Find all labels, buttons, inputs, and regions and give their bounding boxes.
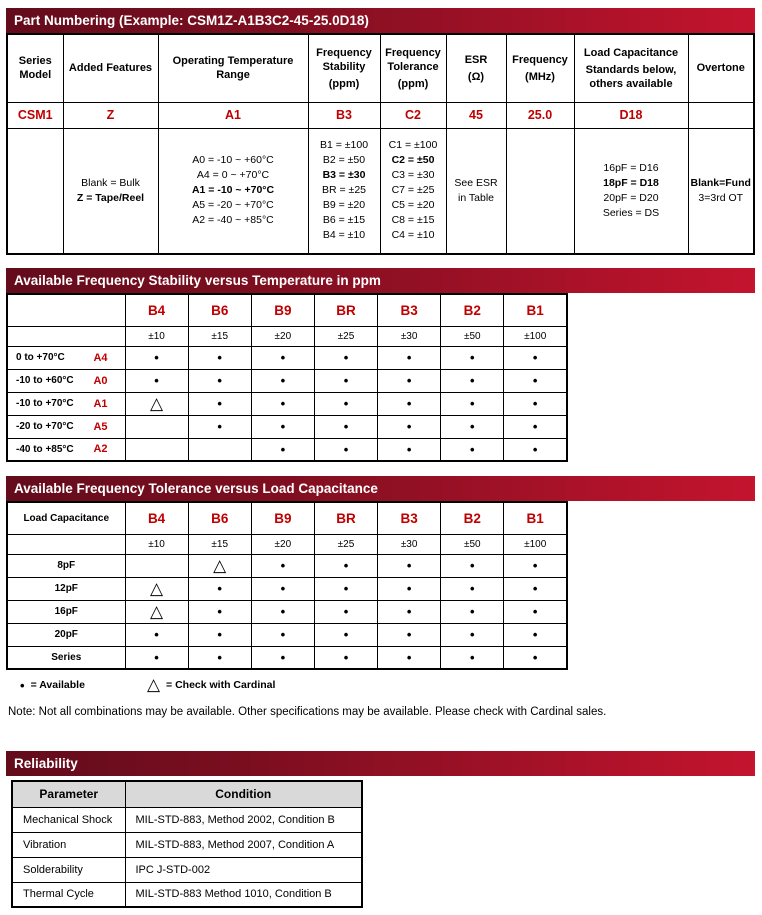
- mark-cell: •: [125, 369, 188, 392]
- stability-col-b3: B3: [378, 294, 441, 326]
- option-line: A5 = -20 ~ +70°C: [192, 199, 274, 212]
- mark-cell: △: [188, 554, 251, 577]
- part-numbering-table: [6, 33, 755, 255]
- mark-cell: •: [378, 600, 441, 623]
- load-capacitance-label: 12pF: [7, 577, 125, 600]
- load-capacitance-column-header: Load Capacitance: [7, 502, 125, 534]
- mark-cell: •: [504, 438, 567, 461]
- mark-cell: •: [314, 415, 377, 438]
- mark-cell: •: [378, 438, 441, 461]
- mark-cell: •: [504, 392, 567, 415]
- mark-cell: •: [504, 577, 567, 600]
- stability-code-header-row: [7, 294, 567, 326]
- ppm-value: ±25: [314, 534, 377, 554]
- example-code-row: [7, 102, 754, 128]
- code-series-model: CSM1: [7, 102, 63, 128]
- mark-cell: •: [125, 346, 188, 369]
- options-overtone: [688, 128, 754, 254]
- ppm-value: ±15: [188, 534, 251, 554]
- load-capacitance-label: Series: [7, 646, 125, 669]
- available-dot-icon: •: [20, 677, 25, 693]
- mark-cell: △: [125, 600, 188, 623]
- stability-row-a5: [7, 415, 567, 438]
- temperature-code: A4: [93, 351, 108, 364]
- mark-cell: •: [251, 554, 314, 577]
- tolerance-col-b2: B2: [441, 502, 504, 534]
- mark-cell: •: [441, 554, 504, 577]
- reliability-table: [11, 780, 363, 908]
- ppm-value: ±10: [125, 534, 188, 554]
- legend-check-with-cardinal: [147, 675, 275, 695]
- mark-cell: •: [504, 346, 567, 369]
- mark-cell: △: [125, 392, 188, 415]
- tolerance-ppm-empty-cell: [7, 534, 125, 554]
- ppm-value: ±25: [314, 326, 377, 346]
- mark-cell: •: [314, 392, 377, 415]
- options-row: [7, 128, 754, 254]
- stability-col-b6: B6: [188, 294, 251, 326]
- condition-cell: MIL-STD-883, Method 2002, Condition B: [125, 807, 362, 832]
- option-line: 18pF = D18: [603, 176, 659, 189]
- mark-cell: •: [378, 554, 441, 577]
- temperature-range-label: -20 to +70°C: [16, 421, 74, 432]
- options-load-capacitance: [574, 128, 688, 254]
- stability-ppm-row: [7, 326, 567, 346]
- mark-cell: •: [251, 623, 314, 646]
- ppm-value: ±100: [504, 534, 567, 554]
- stability-corner-cell: [7, 294, 125, 326]
- stability-col-b1: B1: [504, 294, 567, 326]
- option-line: B4 = ±10: [322, 229, 366, 242]
- tolerance-code-header-row: [7, 502, 567, 534]
- mark-cell: •: [441, 623, 504, 646]
- mark-cell: •: [314, 369, 377, 392]
- option-line: in Table: [457, 191, 494, 204]
- column-header-overtone: Overtone: [688, 34, 754, 102]
- column-header-frequency-stability: Frequency Stability (ppm): [308, 34, 380, 102]
- option-line: C4 = ±10: [391, 229, 435, 242]
- legend-available-label: = Available: [30, 679, 85, 691]
- option-line: C2 = ±50: [391, 154, 435, 167]
- temperature-range-label: -10 to +60°C: [16, 375, 74, 386]
- mark-cell: •: [188, 392, 251, 415]
- mark-cell: •: [188, 346, 251, 369]
- mark-cell: •: [125, 623, 188, 646]
- mark-cell: •: [504, 646, 567, 669]
- tolerance-row-8pf: [7, 554, 567, 577]
- temperature-code: A1: [93, 397, 108, 410]
- options-frequency: [506, 128, 574, 254]
- condition-cell: IPC J-STD-002: [125, 857, 362, 882]
- tolerance-col-b9: B9: [251, 502, 314, 534]
- mark-cell: •: [441, 646, 504, 669]
- option-line: C3 = ±30: [391, 169, 435, 182]
- mark-cell: •: [314, 554, 377, 577]
- tolerance-row-series: [7, 646, 567, 669]
- stability-col-b2: B2: [441, 294, 504, 326]
- ppm-value: ±30: [378, 534, 441, 554]
- temperature-range-label: -40 to +85°C: [16, 443, 74, 455]
- reliability-header-row: [12, 781, 362, 807]
- column-header-added-features: Added Features: [63, 34, 158, 102]
- mark-cell: [125, 415, 188, 438]
- mark-cell: •: [504, 369, 567, 392]
- mark-cell: •: [314, 623, 377, 646]
- option-line: See ESR: [454, 176, 498, 189]
- ppm-value: ±20: [251, 534, 314, 554]
- condition-cell: MIL-STD-883, Method 2007, Condition A: [125, 832, 362, 857]
- stability-title: Available Frequency Stability versus Temperature in ppm: [14, 273, 381, 288]
- mark-cell: •: [188, 369, 251, 392]
- tolerance-col-b3: B3: [378, 502, 441, 534]
- stability-row-a4: [7, 346, 567, 369]
- mark-cell: •: [251, 600, 314, 623]
- column-header-series-model: Series Model: [7, 34, 63, 102]
- option-line: A4 = 0 ~ +70°C: [196, 169, 270, 182]
- options-frequency-stability: [308, 128, 380, 254]
- option-line: 20pF = D20: [603, 191, 659, 204]
- mark-cell: •: [441, 577, 504, 600]
- mark-cell: •: [188, 623, 251, 646]
- temperature-code: A5: [93, 420, 108, 433]
- temperature-range-label: 0 to +70°C: [16, 352, 65, 363]
- mark-cell: •: [251, 415, 314, 438]
- mark-cell: •: [314, 577, 377, 600]
- stability-col-b4: B4: [125, 294, 188, 326]
- option-line: C5 = ±20: [391, 199, 435, 212]
- mark-cell: •: [188, 600, 251, 623]
- legend: [20, 675, 755, 695]
- reliability-section-header: [6, 751, 755, 776]
- ppm-value: ±50: [441, 534, 504, 554]
- ppm-value: ±30: [378, 326, 441, 346]
- tolerance-col-b1: B1: [504, 502, 567, 534]
- reliability-title: Reliability: [14, 756, 78, 771]
- column-header-frequency: Frequency (MHz): [506, 34, 574, 102]
- legend-available: [20, 678, 85, 693]
- parameter-cell: Solderability: [12, 857, 125, 882]
- mark-cell: •: [378, 415, 441, 438]
- option-line: 16pF = D16: [603, 161, 659, 174]
- column-header-load-capacitance: Load Capacitance Standards below, others available: [574, 34, 688, 102]
- stability-col-br: BR: [314, 294, 377, 326]
- mark-cell: •: [251, 438, 314, 461]
- tolerance-col-b4: B4: [125, 502, 188, 534]
- code-frequency-stability: B3: [308, 102, 380, 128]
- option-line: B6 = ±15: [322, 214, 366, 227]
- mark-cell: •: [378, 369, 441, 392]
- parameter-cell: Vibration: [12, 832, 125, 857]
- option-line: BR = ±25: [322, 184, 366, 197]
- code-operating-temperature: A1: [158, 102, 308, 128]
- mark-cell: •: [188, 577, 251, 600]
- mark-cell: •: [441, 600, 504, 623]
- mark-cell: [125, 554, 188, 577]
- code-added-features: Z: [63, 102, 158, 128]
- option-line: Blank=Fund: [690, 176, 751, 189]
- mark-cell: •: [441, 438, 504, 461]
- load-capacitance-label: 20pF: [7, 623, 125, 646]
- option-line: A0 = -10 ~ +60°C: [192, 154, 274, 167]
- mark-cell: •: [378, 392, 441, 415]
- reliability-row-solderability: [12, 857, 362, 882]
- temperature-range-label: -10 to +70°C: [16, 398, 74, 409]
- mark-cell: •: [251, 392, 314, 415]
- tolerance-title: Available Frequency Tolerance versus Load Capacitance: [14, 481, 378, 496]
- tolerance-row-16pf: [7, 600, 567, 623]
- mark-cell: •: [251, 646, 314, 669]
- mark-cell: •: [504, 600, 567, 623]
- reliability-row-vibration: [12, 832, 362, 857]
- option-line: 3=3rd OT: [698, 191, 744, 204]
- ppm-value: ±10: [125, 326, 188, 346]
- stability-table: [6, 293, 568, 462]
- temperature-code: A2: [93, 443, 108, 456]
- options-frequency-tolerance: [380, 128, 446, 254]
- code-frequency-tolerance: C2: [380, 102, 446, 128]
- mark-cell: •: [378, 646, 441, 669]
- mark-cell: •: [251, 346, 314, 369]
- mark-cell: •: [125, 646, 188, 669]
- mark-cell: •: [441, 369, 504, 392]
- code-frequency: 25.0: [506, 102, 574, 128]
- reliability-row-thermal-cycle: [12, 882, 362, 907]
- options-operating-temperature: [158, 128, 308, 254]
- ppm-value: ±50: [441, 326, 504, 346]
- stability-ppm-empty-cell: [7, 326, 125, 346]
- tolerance-table: [6, 501, 568, 670]
- options-series-model: [7, 128, 63, 254]
- option-line: B2 = ±50: [322, 154, 366, 167]
- tolerance-ppm-row: [7, 534, 567, 554]
- stability-row-a0: [7, 369, 567, 392]
- option-line: C7 = ±25: [391, 184, 435, 197]
- mark-cell: •: [314, 438, 377, 461]
- options-esr: [446, 128, 506, 254]
- mark-cell: •: [251, 577, 314, 600]
- option-line: Z = Tape/Reel: [76, 191, 145, 204]
- part-numbering-title: Part Numbering (Example: CSM1Z-A1B3C2-45-25.0D18): [14, 13, 369, 28]
- option-line: B1 = ±100: [319, 139, 369, 152]
- tolerance-row-12pf: [7, 577, 567, 600]
- condition-cell: MIL-STD-883 Method 1010, Condition B: [125, 882, 362, 907]
- tolerance-row-20pf: [7, 623, 567, 646]
- code-overtone: [688, 102, 754, 128]
- part-numbering-section-header: [6, 8, 755, 33]
- options-added-features: [63, 128, 158, 254]
- reliability-parameter-header: Parameter: [12, 781, 125, 807]
- code-load-capacitance: D18: [574, 102, 688, 128]
- ppm-value: ±20: [251, 326, 314, 346]
- option-line: B3 = ±30: [322, 169, 366, 182]
- parameter-cell: Mechanical Shock: [12, 807, 125, 832]
- parameter-cell: Thermal Cycle: [12, 882, 125, 907]
- stability-col-b9: B9: [251, 294, 314, 326]
- code-esr: 45: [446, 102, 506, 128]
- load-capacitance-label: 8pF: [7, 554, 125, 577]
- availability-note: Note: Not all combinations may be available. Other specifications may be available. Please check with Cardinal sales.: [8, 706, 607, 718]
- mark-cell: [125, 438, 188, 461]
- mark-cell: •: [504, 415, 567, 438]
- mark-cell: •: [314, 600, 377, 623]
- reliability-row-mechanical-shock: [12, 807, 362, 832]
- column-header-operating-temperature: Operating Temperature Range: [158, 34, 308, 102]
- mark-cell: •: [251, 369, 314, 392]
- option-line: Series = DS: [602, 206, 660, 219]
- mark-cell: •: [378, 346, 441, 369]
- mark-cell: •: [441, 392, 504, 415]
- mark-cell: [188, 438, 251, 461]
- mark-cell: •: [441, 346, 504, 369]
- mark-cell: •: [441, 415, 504, 438]
- column-header-esr: ESR (Ω): [446, 34, 506, 102]
- ppm-value: ±15: [188, 326, 251, 346]
- option-line: A1 = -10 ~ +70°C: [191, 184, 275, 197]
- mark-cell: •: [188, 415, 251, 438]
- mark-cell: △: [125, 577, 188, 600]
- mark-cell: •: [378, 623, 441, 646]
- mark-cell: •: [314, 346, 377, 369]
- tolerance-col-b6: B6: [188, 502, 251, 534]
- legend-check-label: = Check with Cardinal: [166, 679, 276, 691]
- column-header-frequency-tolerance: Frequency Tolerance (ppm): [380, 34, 446, 102]
- stability-row-a2: [7, 438, 567, 461]
- stability-section-header: [6, 268, 755, 293]
- part-numbering-header-row: [7, 34, 754, 102]
- mark-cell: •: [314, 646, 377, 669]
- reliability-condition-header: Condition: [125, 781, 362, 807]
- load-capacitance-label: 16pF: [7, 600, 125, 623]
- mark-cell: •: [188, 646, 251, 669]
- check-triangle-icon: △: [146, 675, 161, 694]
- mark-cell: •: [504, 554, 567, 577]
- ppm-value: ±100: [504, 326, 567, 346]
- tolerance-col-br: BR: [314, 502, 377, 534]
- mark-cell: •: [504, 623, 567, 646]
- tolerance-section-header: [6, 476, 755, 501]
- option-line: Blank = Bulk: [81, 176, 140, 189]
- option-line: C8 = ±15: [391, 214, 435, 227]
- option-line: B9 = ±20: [322, 199, 366, 212]
- stability-row-a1: [7, 392, 567, 415]
- option-line: A2 = -40 ~ +85°C: [192, 214, 274, 227]
- option-line: C1 = ±100: [388, 139, 438, 152]
- mark-cell: •: [378, 577, 441, 600]
- temperature-code: A0: [93, 374, 108, 387]
